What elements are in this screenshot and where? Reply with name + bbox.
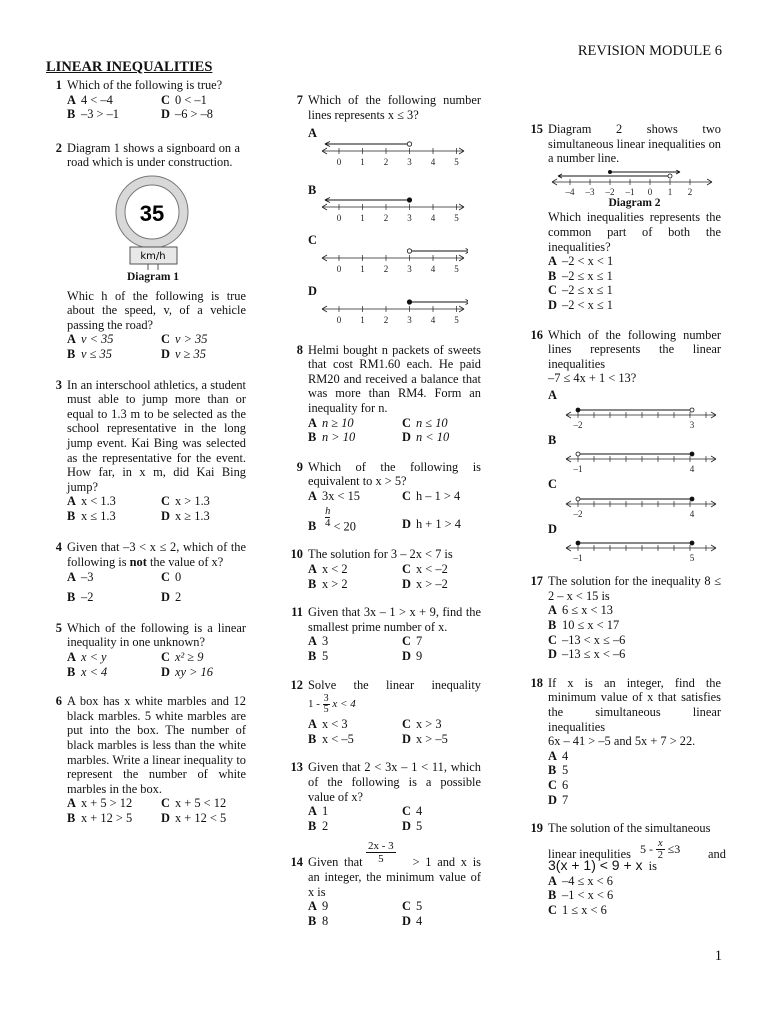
closed-circle bbox=[576, 541, 580, 545]
question-3 bbox=[46, 378, 246, 524]
tick-label: 4 bbox=[430, 263, 436, 274]
number-line bbox=[548, 447, 718, 473]
tick-label: 5 bbox=[454, 263, 459, 274]
option-d[interactable]: D 5 bbox=[402, 818, 423, 833]
tick-label: 2 bbox=[383, 314, 389, 325]
question-text: If x is an integer, find the minimum value of x that satisfies the simultaneous linear inequalities bbox=[548, 675, 721, 734]
tick-label: 2 bbox=[687, 186, 693, 196]
question-5 bbox=[46, 621, 246, 679]
option-d[interactable]: D x ≥ 1.3 bbox=[161, 508, 210, 523]
tick-label: 2 bbox=[383, 156, 389, 167]
option-a[interactable]: A 1 bbox=[308, 804, 329, 819]
question-19 bbox=[527, 821, 726, 917]
option-d[interactable]: D –2 < x ≤ 1 bbox=[548, 297, 613, 312]
question-14 bbox=[287, 841, 481, 928]
question-text-2: Whic h of the following is true about the speed, v, of a vehicle passing the road? bbox=[67, 288, 246, 332]
option-label: B bbox=[548, 432, 557, 447]
question-number: 14 bbox=[290, 855, 303, 870]
column-2 bbox=[287, 93, 481, 928]
option-label: A bbox=[308, 126, 317, 141]
closed-circle bbox=[690, 541, 694, 545]
number-line bbox=[308, 248, 468, 274]
option-d[interactable]: D 4 bbox=[402, 913, 423, 928]
question-4 bbox=[46, 540, 246, 604]
option-c[interactable]: C –2 ≤ x ≤ 1 bbox=[548, 283, 613, 298]
question-text-2: –7 ≤ 4x + 1 < 13? bbox=[548, 371, 637, 386]
option-c[interactable]: C n ≤ 10 bbox=[402, 415, 448, 430]
page-number: 1 bbox=[714, 948, 722, 965]
tick-label: 3 bbox=[407, 314, 412, 325]
speed-signboard bbox=[67, 174, 246, 270]
option-c[interactable]: C 4 bbox=[402, 804, 423, 819]
open-circle bbox=[690, 408, 694, 412]
diagram-2-caption: Diagram 2 bbox=[608, 196, 661, 209]
question-text: Which of the following number lines represents the linear inequalities bbox=[548, 327, 721, 371]
tick-label: 3 bbox=[407, 263, 412, 274]
diagram-1-caption: Diagram 1 bbox=[126, 270, 180, 283]
question-number: 3 bbox=[55, 377, 62, 392]
question-number: 15 bbox=[530, 122, 543, 136]
question-number: 2 bbox=[55, 140, 62, 155]
closed-circle bbox=[690, 452, 694, 456]
question-text: Given that 3x – 1 > x + 9, find the smallest prime number of x. bbox=[308, 605, 481, 634]
option-d[interactable]: D –6 > –8 bbox=[161, 107, 213, 122]
option-label: A bbox=[548, 387, 557, 402]
sign-speed-number: 35 bbox=[139, 200, 165, 226]
tick-label: 5 bbox=[454, 314, 459, 325]
option-a[interactable]: A x < 2 bbox=[308, 562, 348, 577]
option-a[interactable]: A 4 < –4 bbox=[67, 92, 113, 107]
option-a[interactable]: A 6 ≤ x < 13 bbox=[548, 603, 613, 618]
q16-option-b[interactable] bbox=[548, 433, 721, 474]
q16-number-lines bbox=[548, 388, 721, 562]
fraction-h-over-4: $\frac{h}{4}$ bbox=[325, 505, 331, 529]
option-c[interactable]: C x < –2 bbox=[402, 562, 448, 577]
option-d[interactable]: D 7 bbox=[548, 792, 569, 807]
sign-unit: km/h bbox=[140, 250, 166, 262]
tick-label: 1 bbox=[360, 314, 365, 325]
question-number: 13 bbox=[290, 760, 303, 775]
question-10 bbox=[287, 547, 481, 591]
option-b[interactable]: B 5 bbox=[308, 649, 329, 663]
closed-circle bbox=[690, 497, 694, 501]
tick-label: 0 bbox=[336, 213, 342, 224]
q7-option-b[interactable] bbox=[308, 183, 481, 224]
question-15 bbox=[527, 122, 721, 313]
number-line bbox=[308, 197, 468, 223]
tick-label: 4 bbox=[430, 213, 436, 224]
open-circle bbox=[576, 452, 580, 456]
question-text-2: 6x – 41 > –5 and 5x + 7 > 22. bbox=[548, 734, 696, 749]
question-text: In an interschool athletics, a student must able to jump more than or equal to 1.3 m to be selected as the school representative in the long jump event. Kai Bing was selected as the representative for the event. How far, in x m, did Kai Bing jump? bbox=[67, 377, 246, 494]
option-c[interactable]: C 0 bbox=[161, 569, 182, 584]
option-b[interactable]: B –3 > –1 bbox=[67, 107, 119, 122]
tick-label: 1 bbox=[667, 186, 673, 196]
option-c[interactable]: C 0 < –1 bbox=[161, 92, 207, 107]
question-6 bbox=[46, 694, 246, 825]
option-b[interactable]: B 2 bbox=[308, 818, 329, 833]
option-d[interactable]: D 2 bbox=[161, 590, 182, 605]
option-b[interactable]: B –1 < x < 6 bbox=[548, 888, 614, 903]
option-c[interactable]: C x > 1.3 bbox=[161, 494, 210, 509]
open-circle bbox=[407, 249, 411, 253]
option-b[interactable]: B –2 ≤ x ≤ 1 bbox=[548, 268, 613, 283]
option-d[interactable]: D x > –5 bbox=[402, 731, 448, 746]
question-text: Given that –3 < x ≤ 2, which of the following is not the value of x? bbox=[67, 540, 246, 570]
question-text: Which of the following number lines represents x ≤ 3? bbox=[308, 93, 481, 122]
option-d[interactable]: D xy > 16 bbox=[161, 664, 213, 679]
tick-label: –1 bbox=[573, 553, 583, 563]
number-line bbox=[548, 403, 718, 429]
tick-label: –2 bbox=[605, 186, 615, 196]
option-c[interactable]: C x > 3 bbox=[402, 717, 442, 732]
q7-option-a[interactable] bbox=[308, 126, 481, 167]
closed-circle bbox=[576, 408, 580, 412]
option-a[interactable]: A 9 bbox=[308, 899, 329, 914]
option-c[interactable]: C 5 bbox=[402, 899, 423, 914]
question-number: 1 bbox=[55, 78, 62, 92]
option-a[interactable]: A x < 1.3 bbox=[67, 494, 116, 509]
question-9 bbox=[287, 460, 481, 534]
q16-option-c[interactable] bbox=[548, 477, 721, 518]
question-number: 18 bbox=[530, 675, 543, 690]
tick-label: –2 bbox=[573, 508, 583, 518]
option-c[interactable]: C x² ≥ 9 bbox=[161, 650, 204, 665]
number-line bbox=[548, 492, 718, 518]
q19-expression-line-2: 3(x + 1) < 9 + x is bbox=[548, 856, 657, 873]
diagram-2-number-line bbox=[546, 170, 721, 196]
option-d[interactable]: D x > –2 bbox=[402, 576, 448, 591]
tick-label: 2 bbox=[383, 263, 389, 274]
option-b[interactable]: B x + 12 > 5 bbox=[67, 810, 133, 825]
option-b[interactable]: B $\frac{h}{4}$ < 20 bbox=[308, 505, 356, 533]
tick-label: 0 bbox=[336, 263, 342, 274]
option-a[interactable]: A n ≥ 10 bbox=[308, 415, 354, 430]
option-b[interactable]: B x > 2 bbox=[308, 576, 348, 591]
open-circle bbox=[576, 497, 580, 501]
question-text: The solution for 3 – 2x < 7 is bbox=[308, 547, 453, 562]
option-b[interactable]: B v ≤ 35 bbox=[67, 346, 112, 361]
page-title: LINEAR INEQUALITIES bbox=[46, 59, 213, 75]
q7-option-d[interactable] bbox=[308, 284, 481, 325]
question-text: Given that 2 < 3x – 1 < 11, which of the following is a possible value of x? bbox=[308, 760, 481, 804]
tick-label: 5 bbox=[454, 213, 459, 224]
option-b[interactable]: B x ≤ 1.3 bbox=[67, 508, 116, 523]
column-1 bbox=[46, 78, 246, 826]
tick-label: 0 bbox=[336, 314, 342, 325]
question-text: Which of the following is a linear inequality in one unknown? bbox=[67, 620, 246, 650]
q19-ineq-1: 5 - $\frac{x}{2}$ ≤3 bbox=[640, 837, 681, 861]
question-text: Diagram 2 shows two simultaneous linear inequalities on a number line. bbox=[548, 122, 721, 166]
tick-label: 5 bbox=[689, 553, 695, 563]
question-1 bbox=[46, 78, 246, 122]
question-number: 16 bbox=[530, 327, 543, 342]
question-text: A box has x white marbles and 12 black marbles. 5 white marbles are put into the box. The number of black marbles is less than the white marbles. Write a linear inequality to represent the number of white marbles in the box. bbox=[67, 694, 246, 796]
question-number: 10 bbox=[290, 547, 303, 562]
option-a[interactable]: A 4 bbox=[548, 748, 569, 763]
tick-label: 0 bbox=[336, 156, 342, 167]
question-text: Which of the following is true? bbox=[67, 78, 223, 92]
option-b[interactable]: B x < 4 bbox=[67, 664, 108, 679]
question-18 bbox=[527, 676, 721, 807]
option-label: C bbox=[308, 233, 317, 248]
question-17 bbox=[527, 574, 721, 662]
option-a[interactable]: A x + 5 > 12 bbox=[67, 796, 133, 811]
tick-label: 4 bbox=[430, 314, 436, 325]
question-12 bbox=[287, 678, 481, 747]
option-c[interactable]: C 1 ≤ x < 6 bbox=[548, 902, 607, 917]
option-c[interactable]: C v > 35 bbox=[161, 332, 208, 347]
question-text: Diagram 1 shows a signboard on a road which is under construction. bbox=[67, 140, 240, 170]
tick-label: 3 bbox=[407, 156, 412, 167]
option-d[interactable]: D x + 12 < 5 bbox=[161, 810, 227, 825]
q7-number-lines bbox=[308, 126, 481, 324]
question-text: Which of the following is equivalent to x > 5? bbox=[308, 459, 481, 489]
option-a[interactable]: A 3 bbox=[308, 634, 329, 649]
option-a[interactable]: A –4 ≤ x < 6 bbox=[548, 873, 613, 888]
option-d[interactable]: D 9 bbox=[402, 649, 423, 663]
question-11 bbox=[287, 605, 481, 663]
question-number: 4 bbox=[55, 540, 62, 555]
q7-option-c[interactable] bbox=[308, 233, 481, 274]
option-b[interactable]: B x < –5 bbox=[308, 731, 354, 746]
option-label: D bbox=[308, 283, 317, 298]
q19-expression-line-1: linear inequlities 5 - $\frac{x}{2}$ ≤3 and bbox=[548, 837, 726, 861]
option-a[interactable]: A x < y bbox=[67, 650, 107, 665]
closed-circle bbox=[608, 170, 612, 174]
open-circle bbox=[668, 174, 672, 178]
option-c[interactable]: C x + 5 < 12 bbox=[161, 796, 227, 811]
option-a[interactable]: A –2 < x < 1 bbox=[548, 254, 614, 269]
option-c[interactable]: C 7 bbox=[402, 634, 423, 649]
tick-label: 0 bbox=[647, 186, 653, 196]
question-7 bbox=[287, 93, 481, 325]
option-label: B bbox=[308, 182, 317, 197]
tick-label: 1 bbox=[360, 213, 365, 224]
option-c[interactable]: C h – 1 > 4 bbox=[402, 488, 461, 503]
closed-circle bbox=[407, 299, 411, 303]
tick-label: 4 bbox=[689, 464, 695, 474]
module-header: REVISION MODULE 6 bbox=[577, 43, 722, 59]
tick-label: 5 bbox=[454, 156, 459, 167]
tick-label: 4 bbox=[689, 508, 695, 518]
tick-label: –1 bbox=[625, 186, 635, 196]
open-circle bbox=[407, 142, 411, 146]
question-number: 7 bbox=[296, 93, 303, 107]
q14-fraction: 2x - 3 5 bbox=[368, 840, 394, 866]
tick-label: 3 bbox=[689, 419, 695, 429]
number-line bbox=[548, 536, 718, 562]
tick-label: 3 bbox=[407, 213, 412, 224]
option-d[interactable]: D v ≥ 35 bbox=[161, 346, 206, 361]
option-d[interactable]: D h + 1 > 4 bbox=[402, 516, 461, 531]
option-label: D bbox=[548, 521, 557, 536]
question-number: 19 bbox=[530, 821, 543, 836]
question-text: Given that > 1 and x is an integer, the minimum value of x is bbox=[308, 855, 481, 899]
option-c[interactable]: C 6 bbox=[548, 778, 569, 792]
tick-label: –2 bbox=[573, 419, 583, 429]
q16-option-d[interactable] bbox=[548, 522, 721, 563]
column-3 bbox=[527, 122, 726, 918]
tick-label: –1 bbox=[573, 464, 583, 474]
tick-label: 4 bbox=[430, 156, 436, 167]
question-number: 11 bbox=[291, 605, 303, 620]
option-a[interactable]: A –3 bbox=[67, 569, 94, 584]
question-text: Solve the linear inequality bbox=[308, 677, 481, 692]
tick-label: 1 bbox=[360, 156, 365, 167]
question-number: 17 bbox=[530, 574, 543, 589]
question-number: 8 bbox=[296, 342, 303, 357]
option-b[interactable]: B n > 10 bbox=[308, 430, 356, 445]
number-line bbox=[308, 141, 468, 167]
question-text: The solution of the simultaneous bbox=[548, 821, 711, 836]
question-number: 12 bbox=[290, 677, 303, 692]
option-a[interactable]: A x < 3 bbox=[308, 717, 348, 732]
tick-label: 1 bbox=[360, 263, 365, 274]
q12-expression: 1 - $\frac{3}{5}$ x < 4 bbox=[308, 693, 356, 716]
question-number: 6 bbox=[55, 694, 62, 709]
option-b[interactable]: B 5 bbox=[548, 763, 569, 778]
option-b[interactable]: B 8 bbox=[308, 913, 329, 928]
tick-label: –4 bbox=[565, 186, 575, 196]
number-line bbox=[308, 299, 468, 325]
option-a[interactable]: A 3x < 15 bbox=[308, 488, 360, 503]
option-d[interactable]: D –13 ≤ x < –6 bbox=[548, 647, 626, 662]
question-2 bbox=[46, 141, 246, 362]
tick-label: –3 bbox=[585, 186, 595, 196]
option-label: C bbox=[548, 477, 557, 492]
tick-label: 2 bbox=[383, 213, 389, 224]
option-a[interactable]: A v < 35 bbox=[67, 332, 114, 347]
question-text: The solution for the inequality 8 ≤ 2 – x < 15 is bbox=[548, 574, 721, 603]
number-line bbox=[546, 170, 716, 196]
question-text: Helmi bought n packets of sweets that cost RM1.60 each. He paid RM20 and received a balance that was more than RM4. Form an inequality for n. bbox=[308, 342, 481, 415]
question-number: 5 bbox=[55, 620, 62, 635]
question-number: 9 bbox=[296, 459, 303, 474]
question-text-2: Which inequalities represents the common part of both the inequalities? bbox=[548, 210, 721, 254]
question-8 bbox=[287, 343, 481, 445]
question-16 bbox=[527, 328, 721, 563]
option-d[interactable]: D n < 10 bbox=[402, 430, 450, 445]
option-b[interactable]: B –2 bbox=[67, 590, 94, 605]
closed-circle bbox=[407, 198, 411, 202]
question-13 bbox=[287, 760, 481, 833]
q16-option-a[interactable] bbox=[548, 388, 721, 429]
option-b[interactable]: B 10 ≤ x < 17 bbox=[548, 618, 620, 633]
option-c[interactable]: C –13 < x ≤ –6 bbox=[548, 632, 626, 647]
